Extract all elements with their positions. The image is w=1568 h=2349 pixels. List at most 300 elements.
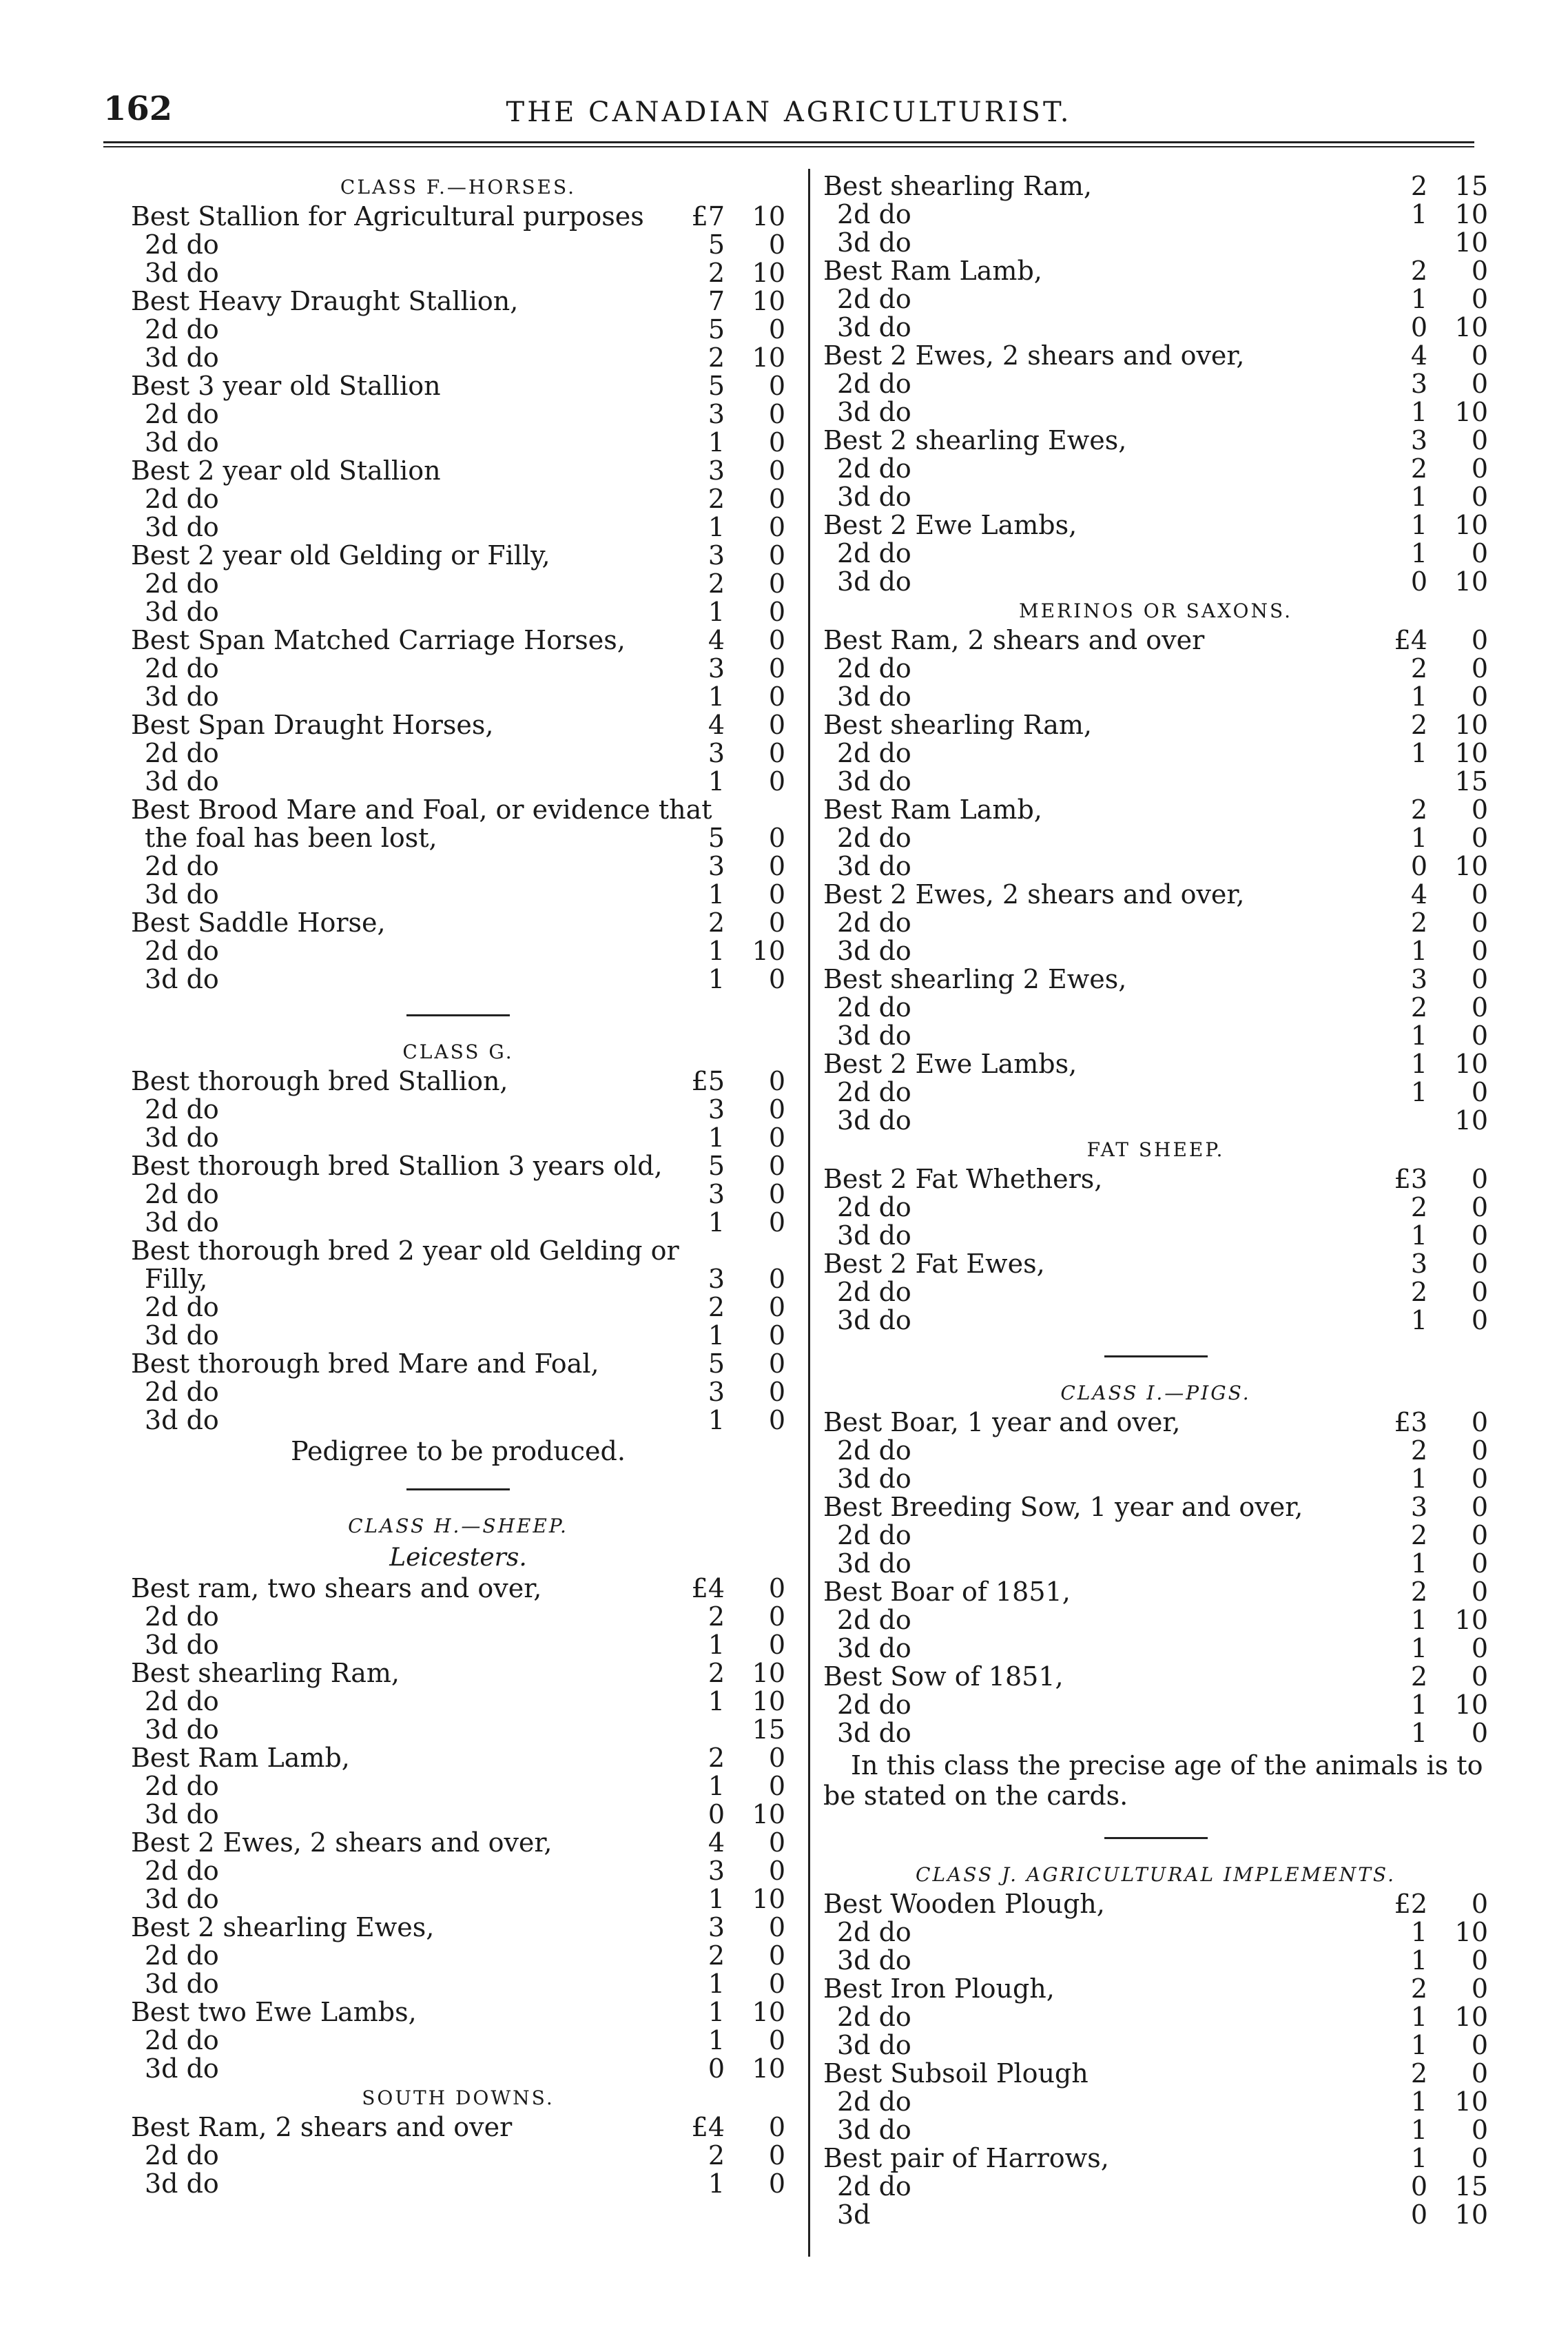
prize-label: 3d do: [145, 597, 219, 627]
prize-label: 2d do: [145, 1094, 219, 1125]
prize-pounds: 2: [708, 484, 725, 514]
prize-shillings: 15: [1454, 766, 1488, 797]
prize-shillings: 0: [1471, 1718, 1488, 1748]
prize-row: [131, 683, 785, 711]
prize-label: Best Stallion for Agricultural purposes: [131, 201, 644, 232]
prize-shillings: 0: [1471, 369, 1488, 399]
prize-shillings: 15: [752, 1714, 785, 1745]
prize-shillings: 0: [1471, 1577, 1488, 1607]
prize-shillings: 0: [1471, 1077, 1488, 1107]
prize-label: Best Ram, 2 shears and over: [131, 2112, 513, 2142]
prize-pounds: 1: [708, 1320, 725, 1351]
prize-shillings: 0: [1471, 1492, 1488, 1522]
prize-label: Best 2 year old Gelding or Filly,: [131, 540, 550, 571]
prize-pounds: 1: [1410, 510, 1427, 540]
prize-pounds: 3: [1410, 425, 1427, 455]
section-heading: CLASS I.—PIGS.: [1060, 1382, 1251, 1404]
prize-pounds: 0: [1410, 851, 1427, 881]
prize-pounds: 2: [708, 342, 725, 373]
prize-pounds: 1: [1410, 1690, 1427, 1720]
prize-label: Best shearling Ram,: [131, 1658, 400, 1688]
prize-pounds: 1: [708, 936, 725, 966]
prize-label: 2d do: [837, 453, 911, 484]
prize-shillings: 0: [768, 314, 785, 345]
prize-shillings: 0: [768, 1405, 785, 1435]
prize-shillings: 0: [1471, 2143, 1488, 2173]
prize-pounds: 1: [708, 1997, 725, 2027]
prize-row: [131, 513, 785, 542]
prize-pounds: 1: [708, 1686, 725, 1716]
prize-label: 2d do: [837, 1520, 911, 1550]
prize-shillings: 0: [768, 1179, 785, 1209]
prize-pounds: 2: [1410, 453, 1427, 484]
prize-shillings: 0: [768, 399, 785, 429]
prize-label: 3d do: [837, 1548, 911, 1579]
prize-row: [131, 881, 785, 909]
running-title: THE CANADIAN AGRICULTURIST.: [506, 96, 1072, 128]
prize-shillings: 0: [1471, 681, 1488, 712]
prize-pounds: 2: [708, 1292, 725, 1322]
prize-label: Best Span Matched Carriage Horses,: [131, 625, 626, 655]
prize-pounds: 2: [1410, 256, 1427, 286]
prize-row: [823, 626, 1488, 655]
prize-pounds: 1: [708, 1884, 725, 1914]
prize-shillings: 10: [1454, 851, 1488, 881]
prize-row: [823, 1437, 1488, 1465]
prize-row: [131, 2170, 785, 2198]
prize-pounds: 5: [708, 1151, 725, 1181]
section-heading: CLASS G.: [402, 1040, 514, 1063]
prize-row: [823, 568, 1488, 596]
prize-row: [131, 287, 785, 316]
prize-label: 3d do: [837, 851, 911, 881]
section-heading: FAT SHEEP.: [1086, 1138, 1225, 1161]
prize-label: 2d do: [145, 653, 219, 684]
prize-row: [131, 542, 785, 570]
prize-label: 2d do: [145, 314, 219, 345]
prize-pounds: 3: [708, 540, 725, 571]
prize-shillings: 0: [1471, 1249, 1488, 1279]
prize-label: 3d do: [837, 227, 911, 258]
prize-shillings: 0: [768, 1771, 785, 1801]
prize-label: Best thorough bred 2 year old Gelding or: [131, 1235, 679, 1266]
prize-shillings: 0: [1471, 1633, 1488, 1663]
prize-pounds: 2: [708, 1658, 725, 1688]
prize-label: 3d do: [837, 1020, 911, 1051]
prize-label: 2d do: [145, 936, 219, 966]
prize-row: [131, 965, 785, 994]
prize-shillings: 0: [1471, 992, 1488, 1023]
prize-shillings: 0: [768, 1856, 785, 1886]
prize-label: Best Boar of 1851,: [823, 1577, 1071, 1607]
prize-pounds: 1: [1410, 199, 1427, 229]
prize-label: Best Iron Plough,: [823, 1973, 1055, 2004]
prize-pounds: 2: [708, 568, 725, 599]
prize-label: Best Ram Lamb,: [823, 256, 1042, 286]
prize-pounds: 4: [708, 625, 725, 655]
prize-label: Best Heavy Draught Stallion,: [131, 286, 519, 316]
prize-shillings: 0: [1471, 1277, 1488, 1307]
prize-shillings: 0: [768, 1573, 785, 1603]
prize-label: Best pair of Harrows,: [823, 2143, 1109, 2173]
prize-label: Best 2 Ewes, 2 shears and over,: [823, 879, 1245, 910]
prize-pounds: 2: [1410, 794, 1427, 825]
prize-row: [823, 1918, 1488, 1947]
prize-label: Best 2 Ewes, 2 shears and over,: [131, 1827, 553, 1858]
prize-pounds: 1: [708, 964, 725, 994]
prize-label: 2d do: [145, 229, 219, 260]
prize-label: Best 2 Fat Whethers,: [823, 1164, 1103, 1194]
prize-row: [131, 429, 785, 457]
prize-row: [823, 1465, 1488, 1493]
prize-pounds: 0: [1410, 2199, 1427, 2230]
prize-shillings: 0: [768, 851, 785, 881]
prize-pounds: 1: [1410, 2115, 1427, 2145]
prize-label: Best shearling 2 Ewes,: [823, 964, 1127, 994]
prize-pounds: 2: [708, 1601, 725, 1632]
prize-row: [131, 2142, 785, 2170]
prize-pounds: 1: [1410, 482, 1427, 512]
prize-label: 3d do: [837, 936, 911, 966]
prize-row: [823, 937, 1488, 965]
prize-pounds: 3: [708, 851, 725, 881]
prize-shillings: 10: [752, 342, 785, 373]
prize-pounds: 2: [708, 1743, 725, 1773]
prize-pounds: 2: [708, 907, 725, 938]
prize-label: 2d do: [145, 738, 219, 768]
prize-pounds: 7: [708, 286, 725, 316]
prize-row: [823, 511, 1488, 540]
prize-pounds: 1: [1410, 1049, 1427, 1079]
prize-shillings: 10: [1454, 1917, 1488, 1947]
prize-shillings: 0: [768, 229, 785, 260]
prize-pounds: 1: [708, 2025, 725, 2055]
prize-pounds: 2: [1410, 1661, 1427, 1692]
prize-row: [823, 1663, 1488, 1691]
prize-label: 3d do: [145, 1969, 219, 1999]
prize-pounds: 3: [708, 1094, 725, 1125]
prize-shillings: 0: [768, 653, 785, 684]
prize-label: Best Ram, 2 shears and over: [823, 625, 1205, 655]
prize-label: 2d do: [145, 1856, 219, 1886]
prize-label: Best 2 Ewes, 2 shears and over,: [823, 340, 1245, 371]
prize-row: [131, 1322, 785, 1350]
prize-row: [823, 2144, 1488, 2173]
prize-label: Best 2 Fat Ewes,: [823, 1249, 1045, 1279]
prize-row: [131, 400, 785, 429]
prize-pounds: 1: [1410, 1605, 1427, 1635]
prize-row: [131, 1885, 785, 1914]
header-rule-thin: [103, 146, 1474, 147]
prize-pounds: £7: [691, 201, 725, 232]
prize-row: [131, 909, 785, 937]
prize-row: [131, 1744, 785, 1772]
prize-label: 2d do: [145, 1179, 219, 1209]
prize-label: 3d do: [837, 482, 911, 512]
prize-pounds: 1: [1410, 1945, 1427, 1976]
prize-row: [131, 2113, 785, 2142]
prize-pounds: 0: [708, 2053, 725, 2084]
prize-label: 3d do: [145, 964, 219, 994]
prize-shillings: 10: [752, 1799, 785, 1829]
prize-row: [823, 427, 1488, 455]
prize-label: 2d do: [145, 1601, 219, 1632]
prize-shillings: 10: [752, 258, 785, 288]
prize-pounds: 1: [1410, 1718, 1427, 1748]
prize-shillings: 0: [768, 1207, 785, 1238]
prize-shillings: 0: [1471, 1661, 1488, 1692]
prize-label: Best shearling Ram,: [823, 710, 1092, 740]
prize-shillings: 0: [1471, 1464, 1488, 1494]
prize-row: [823, 1107, 1488, 1135]
prize-label: 3d do: [145, 1630, 219, 1660]
prize-shillings: 10: [1454, 2199, 1488, 2230]
prize-row: [131, 937, 785, 965]
prize-label: 3d do: [145, 427, 219, 458]
prize-pounds: £4: [691, 2112, 725, 2142]
prize-shillings: 10: [1454, 1049, 1488, 1079]
prize-pounds: 3: [708, 653, 725, 684]
prize-row: [131, 2027, 785, 2055]
prize-shillings: 0: [1471, 1192, 1488, 1222]
prize-label: 2d do: [837, 992, 911, 1023]
prize-label: 3d do: [837, 397, 911, 427]
prize-row: [823, 1947, 1488, 1975]
prize-pounds: 1: [1410, 284, 1427, 314]
prize-shillings: 0: [768, 1122, 785, 1153]
prize-row: [823, 201, 1488, 229]
prize-pounds: 2: [1410, 710, 1427, 740]
prize-row: [131, 1829, 785, 1857]
prize-label: 2d do: [837, 199, 911, 229]
prize-shillings: 10: [1454, 2086, 1488, 2117]
prize-row: [823, 314, 1488, 342]
prize-label: 2d do: [837, 653, 911, 684]
prize-shillings: 0: [768, 964, 785, 994]
prize-pounds: 1: [708, 1405, 725, 1435]
prize-row: [131, 485, 785, 513]
prize-label: Best Breeding Sow, 1 year and over,: [823, 1492, 1303, 1522]
prize-pounds: £4: [1394, 625, 1427, 655]
prize-pounds: 4: [708, 1827, 725, 1858]
prize-label: 2d do: [837, 1192, 911, 1222]
prize-shillings: 10: [752, 1686, 785, 1716]
prize-shillings: 0: [768, 1264, 785, 1294]
prize-pounds: 2: [1410, 1973, 1427, 2004]
breed-subheading: Leicesters.: [389, 1543, 527, 1572]
prize-shillings: 0: [768, 455, 785, 486]
prize-row: [131, 739, 785, 768]
prize-shillings: 0: [1471, 284, 1488, 314]
prize-pounds: 1: [708, 681, 725, 712]
header-rule: [103, 141, 1474, 143]
prize-pounds: 3: [708, 399, 725, 429]
prize-label: 2d do: [145, 568, 219, 599]
prize-label: Best 2 shearling Ewes,: [131, 1912, 435, 1942]
prize-row: [131, 1574, 785, 1603]
prize-pounds: 1: [1410, 2143, 1427, 2173]
prize-pounds: 0: [1410, 312, 1427, 342]
prize-row: [131, 1237, 785, 1265]
prize-label: 3d do: [145, 879, 219, 910]
prize-row: [131, 1688, 785, 1716]
prize-row: [131, 711, 785, 739]
prize-pounds: 2: [708, 1940, 725, 1971]
prize-shillings: 10: [752, 286, 785, 316]
prize-label: 2d do: [145, 2025, 219, 2055]
prize-shillings: 0: [768, 1094, 785, 1125]
prize-row: [823, 881, 1488, 909]
prize-label: Best two Ewe Lambs,: [131, 1997, 417, 2027]
prize-pounds: £5: [691, 1066, 725, 1096]
prize-row: [823, 1222, 1488, 1250]
prize-label: 2d do: [837, 823, 911, 853]
prize-shillings: 0: [768, 597, 785, 627]
prize-label: 2d do: [837, 1605, 911, 1635]
prize-shillings: 10: [752, 936, 785, 966]
prize-shillings: 0: [1471, 2058, 1488, 2089]
prize-shillings: 0: [1471, 653, 1488, 684]
prize-row: [823, 2031, 1488, 2060]
prize-pounds: 3: [1410, 369, 1427, 399]
prize-shillings: 0: [768, 2168, 785, 2199]
prize-label: 2d do: [145, 1377, 219, 1407]
prize-label: 2d do: [145, 2140, 219, 2171]
prize-pounds: 1: [1410, 1020, 1427, 1051]
prize-shillings: 0: [768, 879, 785, 910]
prize-label: Best shearling Ram,: [823, 171, 1092, 201]
prize-shillings: 0: [768, 1630, 785, 1660]
prize-label: Best Span Draught Horses,: [131, 710, 494, 740]
prize-pounds: 1: [1410, 1633, 1427, 1663]
prize-pounds: 2: [708, 2140, 725, 2171]
prize-row: [823, 739, 1488, 768]
prize-shillings: 0: [768, 1827, 785, 1858]
prize-row: [823, 1306, 1488, 1335]
prize-pounds: 3: [708, 1856, 725, 1886]
prize-shillings: 0: [768, 1969, 785, 1999]
prize-row: [131, 570, 785, 598]
prize-label: 2d do: [145, 1686, 219, 1716]
prize-row: [131, 626, 785, 655]
prize-row: [131, 1180, 785, 1209]
prize-shillings: 0: [768, 1601, 785, 1632]
prize-shillings: 0: [1471, 2115, 1488, 2145]
prize-pounds: 1: [708, 512, 725, 542]
prize-shillings: 0: [768, 766, 785, 797]
prize-label: 2d do: [837, 1917, 911, 1947]
prize-pounds: 2: [1410, 907, 1427, 938]
prize-row: [823, 852, 1488, 881]
prize-pounds: 5: [708, 823, 725, 853]
prize-row: [823, 1550, 1488, 1578]
prize-label: Best 2 Ewe Lambs,: [823, 510, 1077, 540]
page-header: [103, 90, 1474, 138]
prize-shillings: 0: [768, 1348, 785, 1379]
section-divider: [1104, 1837, 1208, 1839]
prize-label: 3d do: [837, 1464, 911, 1494]
prize-pounds: £3: [1394, 1407, 1427, 1437]
prize-shillings: 0: [1471, 256, 1488, 286]
prize-shillings: 10: [1454, 199, 1488, 229]
prize-pounds: 3: [708, 1912, 725, 1942]
prize-shillings: 0: [1471, 1020, 1488, 1051]
prize-label: Best Subsoil Plough: [823, 2058, 1089, 2089]
prize-label: 3d do: [145, 1207, 219, 1238]
section-heading: MERINOS OR SAXONS.: [1018, 599, 1293, 622]
prize-label: 3d do: [145, 1405, 219, 1435]
prize-shillings: 0: [768, 907, 785, 938]
prize-label: 3d do: [145, 2053, 219, 2084]
prize-label: Best 2 year old Stallion: [131, 455, 441, 486]
prize-label: the foal has been lost,: [145, 823, 437, 853]
prize-pounds: 1: [1410, 936, 1427, 966]
prize-label: 2d do: [145, 1292, 219, 1322]
prize-pounds: 3: [1410, 1249, 1427, 1279]
section-divider: [406, 1014, 510, 1016]
prize-row: [823, 1408, 1488, 1437]
prize-row: [823, 1193, 1488, 1222]
prize-label: 3d: [837, 2199, 871, 2230]
section-heading: SOUTH DOWNS.: [362, 2086, 555, 2109]
prize-row: [131, 1603, 785, 1631]
prize-shillings: 0: [1471, 1548, 1488, 1579]
prize-label: 2d do: [837, 1435, 911, 1466]
prize-label: 2d do: [837, 2086, 911, 2117]
prize-row: [131, 824, 785, 852]
prize-row: [823, 1719, 1488, 1747]
prize-row: [823, 370, 1488, 398]
prize-label: 3d do: [837, 681, 911, 712]
prize-label: 3d do: [837, 2115, 911, 2145]
prize-pounds: 1: [708, 1630, 725, 1660]
prize-shillings: 0: [768, 2140, 785, 2171]
prize-shillings: 0: [768, 1377, 785, 1407]
prize-row: [131, 1350, 785, 1378]
prize-label: 3d do: [837, 1945, 911, 1976]
prize-shillings: 0: [768, 738, 785, 768]
prize-row: [131, 598, 785, 626]
prize-shillings: 10: [1454, 738, 1488, 768]
prize-shillings: 10: [1454, 510, 1488, 540]
prize-pounds: 2: [1410, 1520, 1427, 1550]
prize-label: 2d do: [145, 484, 219, 514]
prize-label: 2d do: [837, 1077, 911, 1107]
prize-pounds: 2: [1410, 171, 1427, 201]
section-divider: [406, 1488, 510, 1490]
prize-pounds: 3: [1410, 964, 1427, 994]
prize-row: [131, 316, 785, 344]
prize-pounds: 1: [708, 597, 725, 627]
prize-label: 3d do: [145, 342, 219, 373]
prize-shillings: 10: [752, 1658, 785, 1688]
prize-label: 3d do: [145, 681, 219, 712]
prize-row: [131, 1998, 785, 2027]
prize-pounds: 1: [1410, 1917, 1427, 1947]
section-heading: CLASS F.—HORSES.: [340, 176, 577, 198]
prize-shillings: 0: [1471, 879, 1488, 910]
prize-row: [131, 1124, 785, 1152]
prize-row: [823, 1634, 1488, 1663]
prize-shillings: 10: [1454, 1105, 1488, 1136]
prize-pounds: £3: [1394, 1164, 1427, 1194]
prize-row: [131, 1378, 785, 1406]
prize-row: [823, 2116, 1488, 2144]
prize-pounds: 1: [1410, 2030, 1427, 2060]
prize-row: [823, 1521, 1488, 1550]
prize-shillings: 0: [768, 1940, 785, 1971]
prize-shillings: 10: [1454, 397, 1488, 427]
